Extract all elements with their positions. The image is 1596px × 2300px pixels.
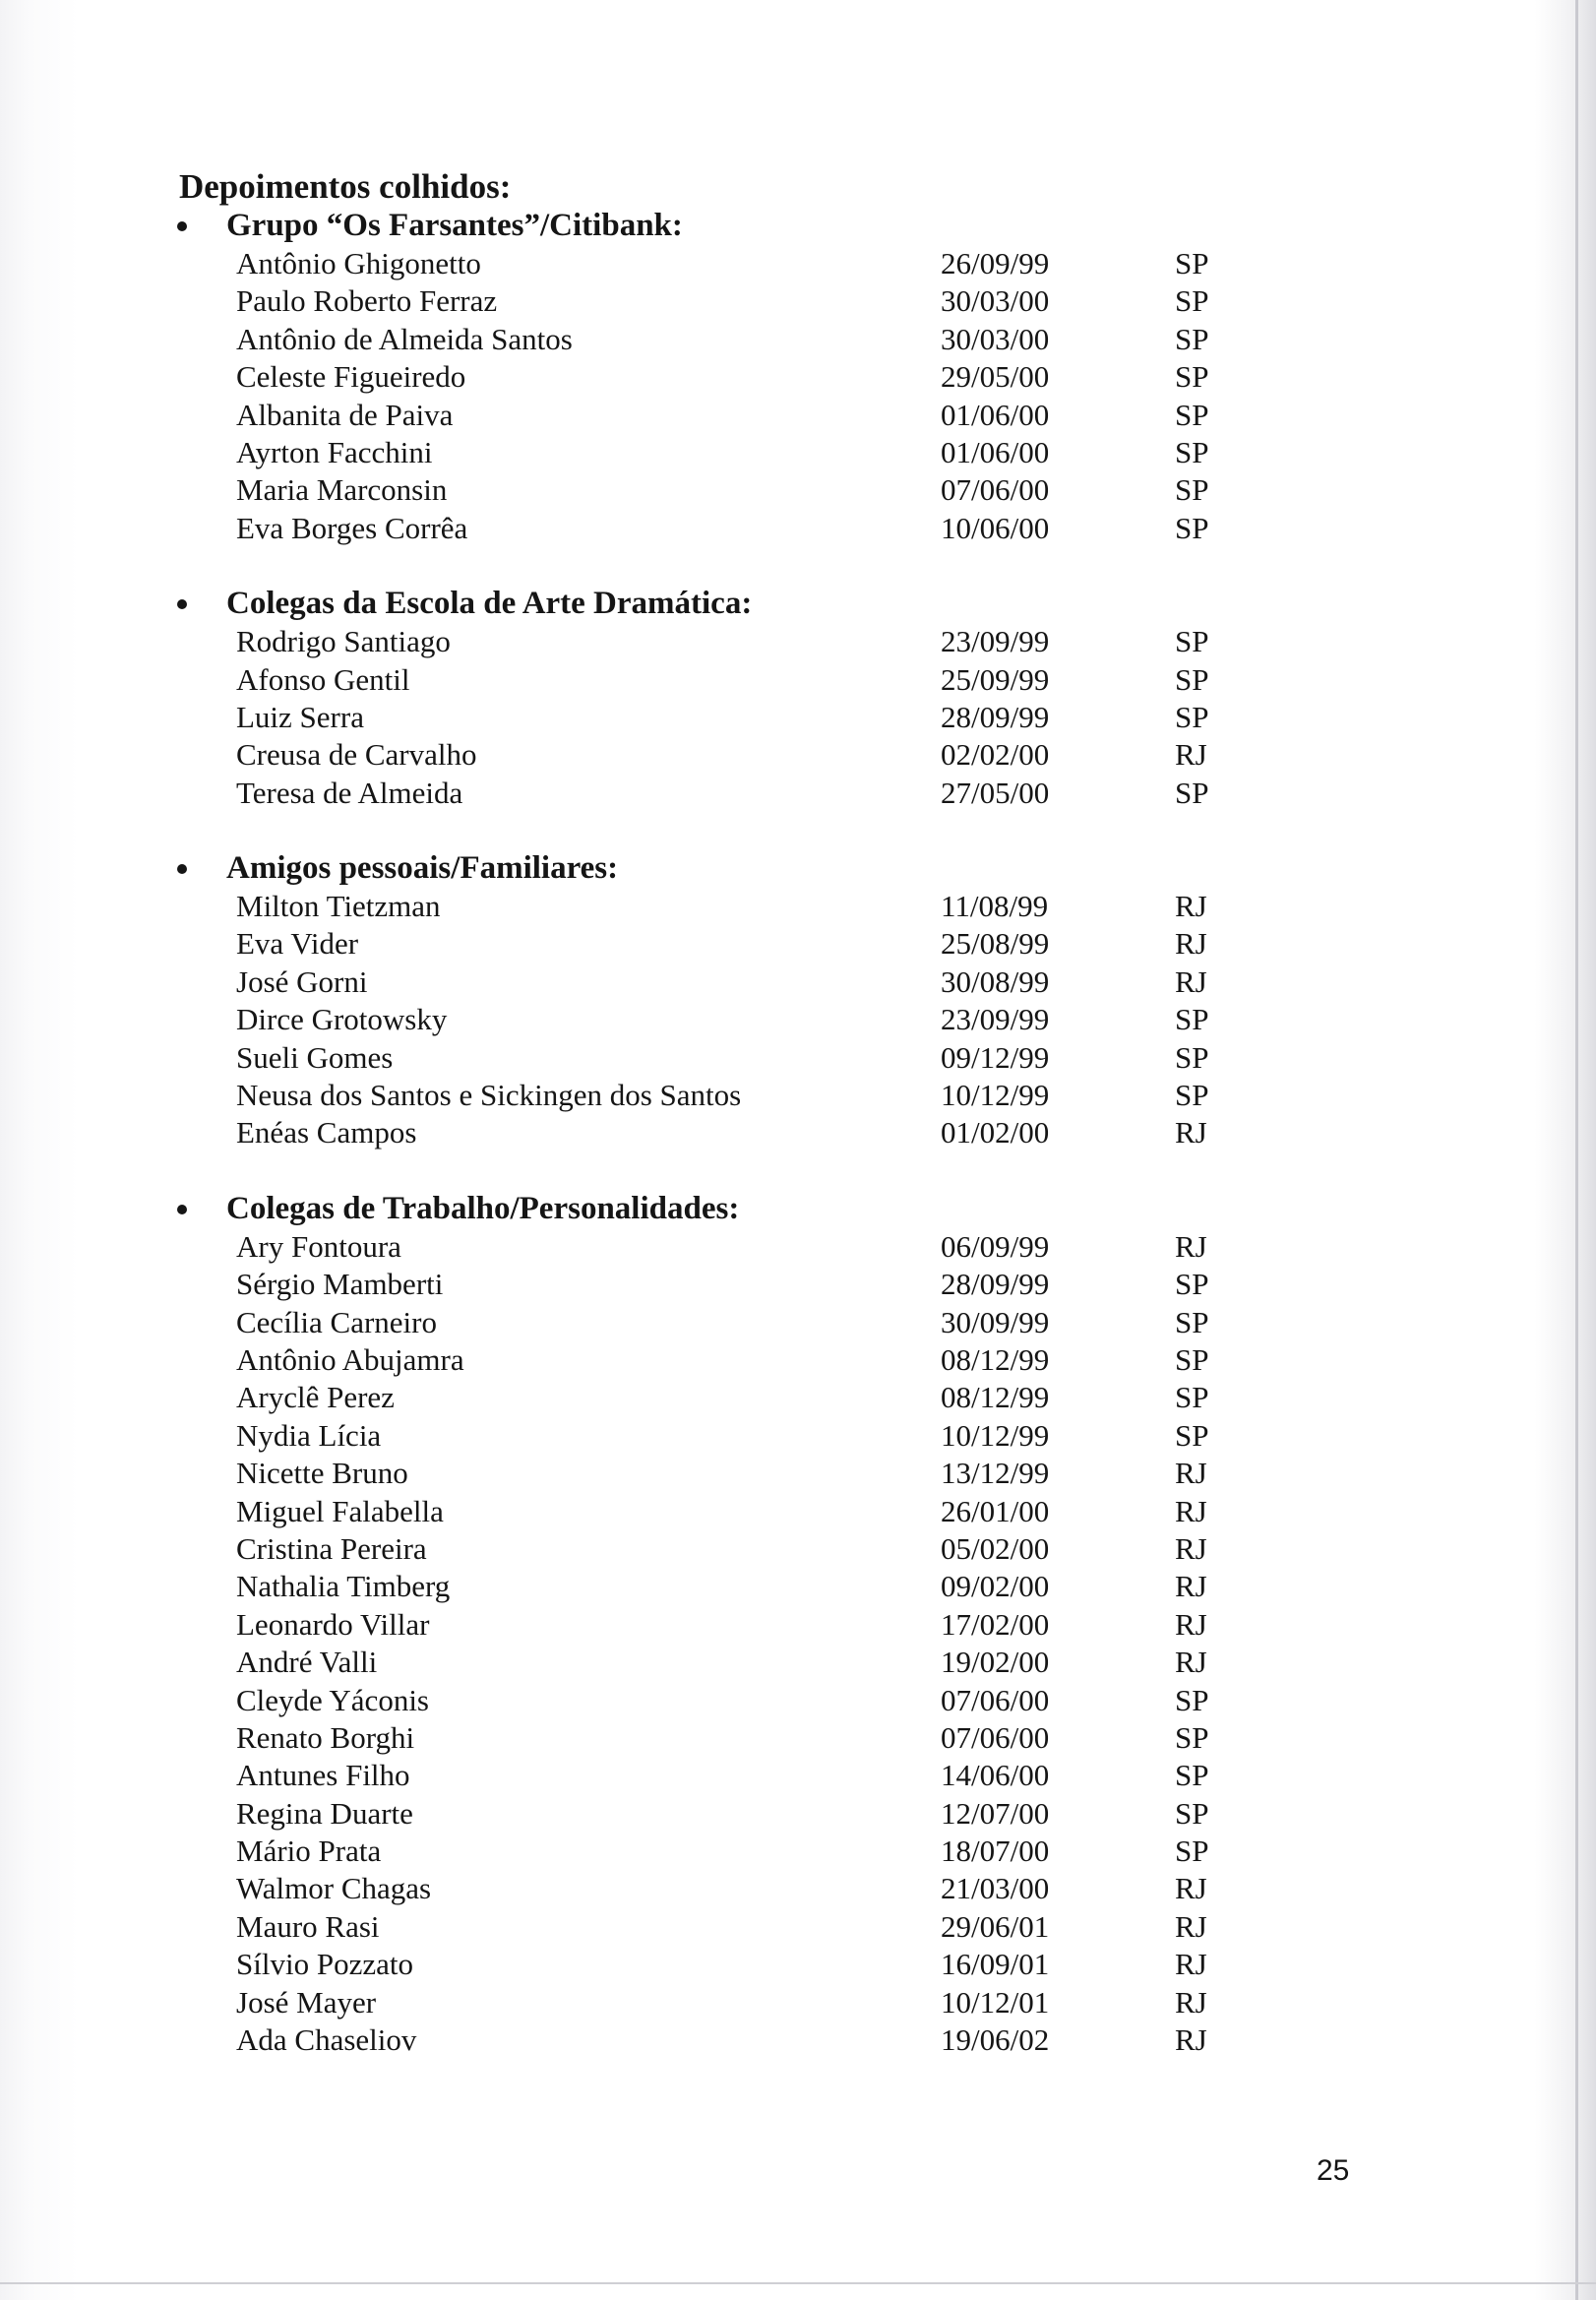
section-title <box>0 1190 1596 1228</box>
entry-date: 30/08/99 <box>941 964 1050 999</box>
entry-name: José Gorni <box>236 964 368 999</box>
entry-name: Paulo Roberto Ferraz <box>236 283 498 319</box>
list-item <box>0 1644 1596 1681</box>
entry-state: RJ <box>1175 1530 1207 1566</box>
entry-date: 17/02/00 <box>941 1606 1050 1642</box>
entry-date: 10/12/99 <box>941 1078 1050 1113</box>
bullet-icon <box>177 864 187 874</box>
bullet-icon <box>177 221 187 231</box>
page-heading: Depoimentos colhidos: <box>179 167 512 206</box>
entry-name: Nathalia Timberg <box>236 1569 451 1604</box>
list-item <box>0 1266 1596 1303</box>
list-item <box>0 888 1596 925</box>
entry-name: Cleyde Yáconis <box>236 1682 429 1717</box>
entry-state: SP <box>1175 624 1209 659</box>
entry-name: Regina Duarte <box>236 1795 413 1831</box>
entry-date: 30/03/00 <box>941 321 1050 356</box>
entry-name: Celeste Figueiredo <box>236 359 466 395</box>
list-item <box>0 1870 1596 1907</box>
entry-date: 07/06/00 <box>941 1682 1050 1717</box>
entry-state: SP <box>1175 1341 1209 1377</box>
entry-state: RJ <box>1175 1569 1207 1604</box>
entry-name: Rodrigo Santiago <box>236 624 451 659</box>
list-item <box>0 699 1596 736</box>
entry-name: Nydia Lícia <box>236 1417 382 1453</box>
list-item <box>0 358 1596 396</box>
entry-date: 05/02/00 <box>941 1530 1050 1566</box>
entry-name: Eva Vider <box>236 926 359 962</box>
list-item <box>0 1077 1596 1114</box>
entry-state: RJ <box>1175 1228 1207 1264</box>
entry-date: 26/09/99 <box>941 246 1050 280</box>
list-item <box>0 1001 1596 1038</box>
list-item <box>0 1039 1596 1077</box>
entry-date: 10/12/01 <box>941 1984 1050 2020</box>
entry-state: SP <box>1175 1078 1209 1113</box>
bullet-icon <box>177 599 187 609</box>
entry-name: Leonardo Villar <box>236 1606 430 1642</box>
list-item <box>0 1493 1596 1530</box>
entry-state: SP <box>1175 1039 1209 1075</box>
entry-name: Antunes Filho <box>236 1758 410 1793</box>
page-number: 25 <box>1317 2154 1350 2187</box>
entry-date: 25/08/99 <box>941 926 1050 962</box>
entry-date: 18/07/00 <box>941 1834 1050 1869</box>
entry-name: Miguel Falabella <box>236 1493 444 1528</box>
entry-state: RJ <box>1175 2022 1207 2058</box>
entry-state: SP <box>1175 472 1209 508</box>
section <box>0 1190 1596 2060</box>
entry-state: RJ <box>1175 926 1207 962</box>
entry-date: 13/12/99 <box>941 1456 1050 1491</box>
entry-date: 01/06/00 <box>941 397 1050 432</box>
list-item <box>0 1833 1596 1870</box>
entry-date: 29/06/01 <box>941 1908 1050 1944</box>
entry-date: 08/12/99 <box>941 1341 1050 1377</box>
list-item <box>0 661 1596 699</box>
entry-date: 30/09/99 <box>941 1304 1050 1339</box>
list-item <box>0 1379 1596 1416</box>
entry-name: Cecília Carneiro <box>236 1304 437 1339</box>
entry-state: SP <box>1175 1682 1209 1717</box>
list-item <box>0 1908 1596 1946</box>
section-title <box>0 207 1596 245</box>
entry-date: 02/02/00 <box>941 737 1050 773</box>
entry-name: Luiz Serra <box>236 699 364 734</box>
entry-date: 01/06/00 <box>941 434 1050 469</box>
entry-date: 06/09/99 <box>941 1228 1050 1264</box>
list-item <box>0 282 1596 320</box>
list-item <box>0 2021 1596 2059</box>
list-item <box>0 736 1596 774</box>
entry-state: RJ <box>1175 1947 1207 1982</box>
entry-state: RJ <box>1175 1908 1207 1944</box>
entry-name: Mário Prata <box>236 1834 382 1869</box>
entry-name: Ayrton Facchini <box>236 434 433 469</box>
list-item <box>0 1946 1596 1983</box>
list-item <box>0 1455 1596 1492</box>
entry-state: SP <box>1175 510 1209 545</box>
list-item <box>0 1719 1596 1757</box>
entry-date: 27/05/00 <box>941 775 1050 810</box>
entry-state: SP <box>1175 1417 1209 1453</box>
entry-state: SP <box>1175 397 1209 432</box>
entry-date: 09/02/00 <box>941 1569 1050 1604</box>
entry-state: RJ <box>1175 1645 1207 1680</box>
entry-date: 23/09/99 <box>941 1002 1050 1037</box>
entry-state: RJ <box>1175 1984 1207 2020</box>
entry-date: 16/09/01 <box>941 1947 1050 1982</box>
list-item <box>0 510 1596 547</box>
entry-date: 28/09/99 <box>941 1267 1050 1302</box>
list-item <box>0 1114 1596 1151</box>
section <box>0 207 1596 547</box>
entry-name: Dirce Grotowsky <box>236 1002 448 1037</box>
entry-name: Teresa de Almeida <box>236 775 463 810</box>
entry-state: RJ <box>1175 1871 1207 1906</box>
list-item <box>0 471 1596 509</box>
entry-state: SP <box>1175 1758 1209 1793</box>
entry-name: Renato Borghi <box>236 1719 415 1755</box>
entry-name: Sueli Gomes <box>236 1039 394 1075</box>
entry-state: SP <box>1175 661 1209 697</box>
section <box>0 849 1596 1152</box>
entry-name: Antônio Abujamra <box>236 1341 464 1377</box>
entry-name: Maria Marconsin <box>236 472 448 508</box>
section-title <box>0 585 1596 623</box>
list-item <box>0 397 1596 434</box>
entry-name: Ada Chaseliov <box>236 2022 417 2058</box>
section-title-text: Amigos pessoais/Familiares: <box>226 850 619 887</box>
entry-date: 29/05/00 <box>941 359 1050 395</box>
entry-name: Enéas Campos <box>236 1115 417 1150</box>
entry-name: Antônio Ghigonetto <box>236 246 481 280</box>
entry-name: Sílvio Pozzato <box>236 1947 413 1982</box>
list-item <box>0 1606 1596 1644</box>
entry-state: SP <box>1175 1795 1209 1831</box>
section-title-text: Colegas de Trabalho/Personalidades: <box>226 1190 740 1226</box>
list-item <box>0 1568 1596 1605</box>
list-item <box>0 1757 1596 1794</box>
entry-name: Creusa de Carvalho <box>236 737 477 773</box>
entry-date: 28/09/99 <box>941 699 1050 734</box>
page-bottom-edge <box>0 2282 1596 2284</box>
entry-state: SP <box>1175 1267 1209 1302</box>
entry-date: 07/06/00 <box>941 472 1050 508</box>
entry-name: Walmor Chagas <box>236 1871 432 1906</box>
entry-date: 12/07/00 <box>941 1795 1050 1831</box>
entry-state: SP <box>1175 699 1209 734</box>
bullet-icon <box>177 1205 187 1214</box>
entry-state: SP <box>1175 1380 1209 1415</box>
list-item <box>0 1984 1596 2021</box>
entry-name: Afonso Gentil <box>236 661 410 697</box>
list-item <box>0 434 1596 471</box>
list-item <box>0 623 1596 660</box>
list-item <box>0 925 1596 963</box>
entry-date: 23/09/99 <box>941 624 1050 659</box>
entry-state: RJ <box>1175 737 1207 773</box>
list-item <box>0 775 1596 812</box>
entry-date: 30/03/00 <box>941 283 1050 319</box>
entry-state: RJ <box>1175 964 1207 999</box>
entry-state: RJ <box>1175 1456 1207 1491</box>
list-item <box>0 1530 1596 1568</box>
entry-state: RJ <box>1175 1606 1207 1642</box>
entry-name: Milton Tietzman <box>236 889 441 924</box>
entry-name: Antônio de Almeida Santos <box>236 321 573 356</box>
list-item <box>0 1228 1596 1266</box>
entry-date: 19/06/02 <box>941 2022 1050 2058</box>
list-item <box>0 1417 1596 1455</box>
entry-state: SP <box>1175 359 1209 395</box>
entry-state: SP <box>1175 1834 1209 1869</box>
entry-state: RJ <box>1175 1115 1207 1150</box>
entry-state: SP <box>1175 1719 1209 1755</box>
entry-date: 26/01/00 <box>941 1493 1050 1528</box>
entry-state: SP <box>1175 321 1209 356</box>
list-item <box>0 321 1596 358</box>
entry-date: 10/06/00 <box>941 510 1050 545</box>
section <box>0 585 1596 812</box>
entry-date: 21/03/00 <box>941 1871 1050 1906</box>
entry-date: 10/12/99 <box>941 1417 1050 1453</box>
entry-name: Nicette Bruno <box>236 1456 408 1491</box>
entry-state: RJ <box>1175 1493 1207 1528</box>
entry-state: SP <box>1175 1304 1209 1339</box>
entry-name: Eva Borges Corrêa <box>236 510 468 545</box>
entry-date: 19/02/00 <box>941 1645 1050 1680</box>
entry-state: SP <box>1175 246 1209 280</box>
entry-name: Aryclê Perez <box>236 1380 395 1415</box>
entry-state: RJ <box>1175 889 1207 924</box>
testimony-list <box>0 207 1596 2059</box>
entry-name: Ary Fontoura <box>236 1228 401 1264</box>
entry-date: 25/09/99 <box>941 661 1050 697</box>
entry-state: SP <box>1175 283 1209 319</box>
entry-date: 01/02/00 <box>941 1115 1050 1150</box>
entry-date: 08/12/99 <box>941 1380 1050 1415</box>
entry-date: 07/06/00 <box>941 1719 1050 1755</box>
list-item <box>0 245 1596 282</box>
list-item <box>0 1682 1596 1719</box>
entry-name: Neusa dos Santos e Sickingen dos Santos <box>236 1078 742 1113</box>
entry-name: Albanita de Paiva <box>236 397 454 432</box>
list-item <box>0 1795 1596 1833</box>
section-title-text: Grupo “Os Farsantes”/Citibank: <box>226 208 683 243</box>
entry-date: 14/06/00 <box>941 1758 1050 1793</box>
entry-state: SP <box>1175 775 1209 810</box>
entry-date: 09/12/99 <box>941 1039 1050 1075</box>
section-title <box>0 849 1596 888</box>
entry-name: Cristina Pereira <box>236 1530 427 1566</box>
entry-name: José Mayer <box>236 1984 377 2020</box>
entry-name: André Valli <box>236 1645 378 1680</box>
entry-name: Sérgio Mamberti <box>236 1267 444 1302</box>
entry-name: Mauro Rasi <box>236 1908 380 1944</box>
entry-state: SP <box>1175 1002 1209 1037</box>
entry-state: SP <box>1175 434 1209 469</box>
section-title-text: Colegas da Escola de Arte Dramática: <box>226 586 753 622</box>
list-item <box>0 964 1596 1001</box>
entry-date: 11/08/99 <box>941 889 1049 924</box>
list-item <box>0 1304 1596 1341</box>
list-item <box>0 1341 1596 1379</box>
